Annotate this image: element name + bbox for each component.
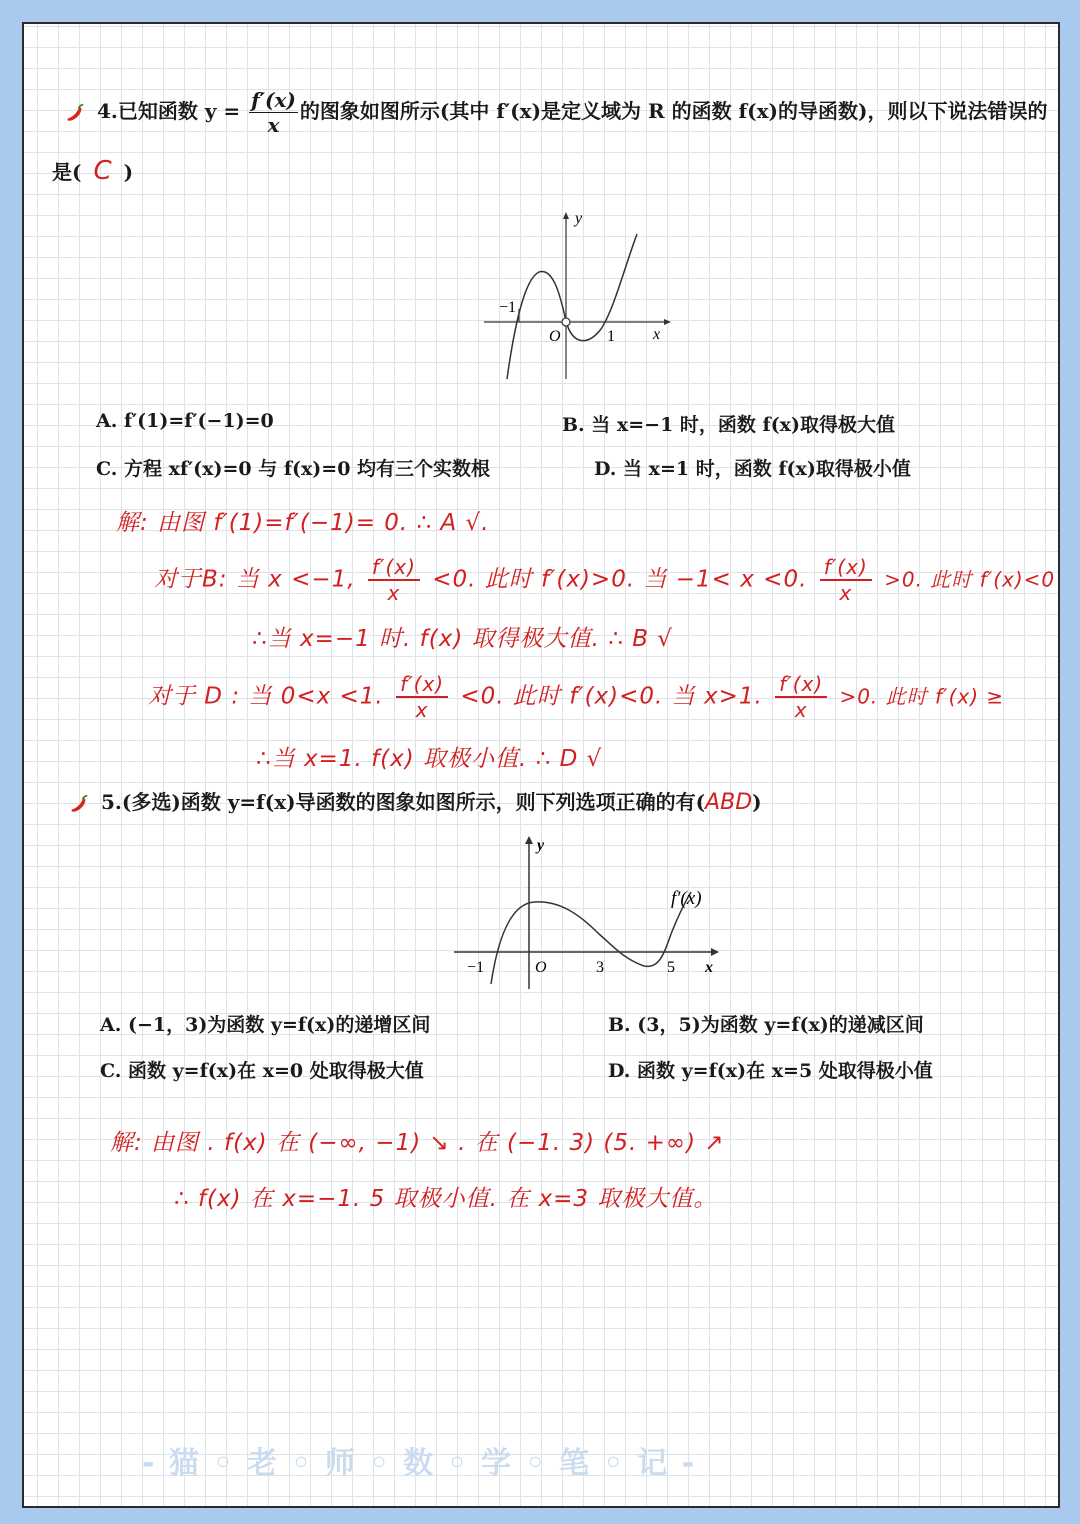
sol4-line5: ∴当 x=1. f(x) 取极小值. ∴ D √: [256, 746, 603, 772]
q4-stem: [64, 90, 1047, 135]
q5-tick-neg1-label: −1: [467, 959, 485, 976]
q4-fraction-denominator: x: [267, 113, 280, 137]
q5-number: 5.: [100, 790, 122, 814]
chili-pepper-icon: [64, 102, 86, 124]
sol5-line1: 解: 由图 . f(x) 在 (−∞, −1) ↘ . 在 (−1. 3) (5. +∞) ↗: [110, 1130, 725, 1156]
q5-curve: [491, 892, 691, 984]
q4-fraction: [249, 90, 298, 135]
sol4-line4-fraction-1: [396, 674, 448, 720]
q5-origin-label: O: [535, 959, 547, 976]
q5-option-a: A. (−1，3)为函数 y=f(x)的递增区间: [100, 1014, 431, 1036]
q4-option-a: A. f′(1)=f′(−1)=0: [96, 410, 274, 432]
q4-number: 4.: [96, 99, 118, 123]
q5-option-d: D. 函数 y=f(x)在 x=5 处取得极小值: [608, 1060, 933, 1082]
sol4-line3: ∴当 x=−1 时. f(x) 取得极大值. ∴ B √: [252, 626, 673, 652]
q5-tick-3-label: 3: [596, 959, 604, 976]
q4-stem-line2: [52, 156, 133, 186]
q5-stem: [68, 786, 762, 815]
q5-stem-text: (多选)函数 y=f(x)导函数的图象如图所示，则下列选项正确的有(: [121, 790, 706, 814]
sol4-line2-fraction-2: [820, 557, 872, 603]
q5-x-label: x: [705, 959, 713, 976]
sol4-line4-part-c: >0. 此时 f′(x) ≥: [839, 684, 1005, 709]
sol4-frac1-den: x: [387, 581, 401, 605]
q4-stem-part-a: 已知函数 y =: [117, 99, 241, 123]
q4-answer: C: [93, 156, 112, 186]
q5-graph: [449, 834, 729, 994]
q4-stem-part-c: 是(: [52, 160, 82, 184]
sol4-frac1-num: f′(x): [368, 557, 420, 581]
q4-tick-1-label: 1: [607, 328, 615, 345]
q4-stem-part-b: 的图象如图所示(其中 f′(x)是定义域为 R 的函数 f(x)的导函数)，则以下说法错误的: [299, 99, 1048, 123]
sol4-line4-part-b: <0. 此时 f′(x)<0. 当 x>1.: [460, 683, 763, 710]
q4-origin-hole: [562, 318, 570, 326]
sol4-line2-part-b: <0. 此时 f′(x)>0. 当 −1< x <0.: [432, 566, 808, 593]
footer-watermark: - 猫 ◦ 老 ◦ 师 ◦ 数 ◦ 学 ◦ 笔 ◦ 记 -: [142, 1446, 697, 1481]
chili-pepper-icon: [68, 793, 90, 815]
q4-option-d: D. 当 x=1 时，函数 f(x)取得极小值: [594, 458, 911, 480]
q4-graph: [479, 209, 689, 384]
sol4-line4: [148, 674, 1004, 720]
sol4-line2-fraction-1: [368, 557, 420, 603]
q4-option-b: B. 当 x=−1 时，函数 f(x)取得极大值: [562, 414, 896, 436]
q5-curve-label: f′(x): [671, 888, 702, 909]
sol4-line4-part-a: 对于 D : 当 0<x <1.: [148, 683, 384, 710]
sol4-line2-part-a: 对于B: 当 x <−1,: [154, 566, 356, 593]
notebook-page: [22, 22, 1060, 1508]
q4-stem-part-d: ): [123, 160, 134, 184]
q4-x-label: x: [653, 326, 661, 343]
q5-stem-end: ): [752, 790, 762, 814]
q4-curve: [507, 234, 637, 379]
sol4-frac3-den: x: [415, 698, 429, 722]
sol4-frac2-den: x: [839, 581, 853, 605]
q5-y-arrow: [525, 836, 533, 844]
q4-y-label: y: [575, 210, 583, 227]
q4-x-arrow: [664, 319, 671, 325]
q5-y-label: y: [537, 837, 545, 854]
q5-x-arrow: [711, 948, 719, 956]
q4-tick-neg1-label: −1: [499, 299, 517, 316]
sol4-frac2-num: f′(x): [820, 557, 872, 581]
sol4-frac4-den: x: [794, 698, 808, 722]
sol4-line4-fraction-2: [775, 674, 827, 720]
sol5-line2: ∴ f(x) 在 x=−1. 5 取极小值. 在 x=3 取极大值。: [174, 1186, 718, 1212]
q4-fraction-numerator: f′(x): [251, 88, 296, 112]
q4-y-arrow: [563, 212, 569, 219]
sol4-frac3-num: f′(x): [396, 674, 448, 698]
sol4-line2: [154, 557, 1055, 603]
q4-option-c: C. 方程 xf′(x)=0 与 f(x)=0 均有三个实数根: [96, 458, 491, 480]
q5-answer: ABD: [705, 790, 753, 815]
sol4-line1: 解: 由图 f′(1)=f′(−1)= 0. ∴ A √.: [116, 510, 490, 536]
sol4-line2-part-c: >0. 此时 f′(x)<0: [884, 567, 1056, 592]
q5-option-c: C. 函数 y=f(x)在 x=0 处取得极大值: [100, 1060, 424, 1082]
q5-tick-5-label: 5: [667, 959, 675, 976]
sol4-frac4-num: f′(x): [775, 674, 827, 698]
q5-option-b: B. (3，5)为函数 y=f(x)的递减区间: [608, 1014, 924, 1036]
q4-origin-label: O: [549, 328, 561, 345]
